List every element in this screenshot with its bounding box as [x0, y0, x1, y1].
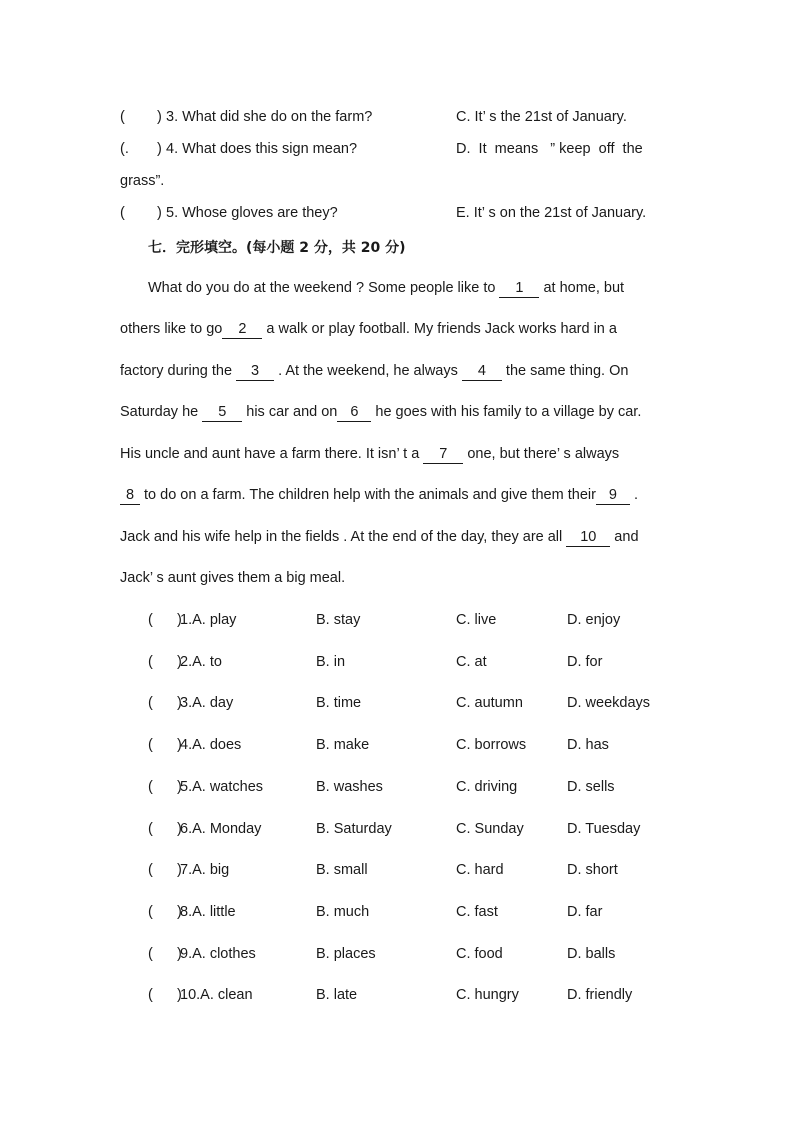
option-a: 3.A. day	[180, 695, 234, 711]
passage-text: a walk or play football. My friends Jack works hard in a	[262, 321, 617, 337]
option-a: 8.A. little	[180, 904, 236, 920]
section-title: 七．完形填空。(每小题 2 分，共 20 分)	[148, 240, 406, 256]
passage-text: .	[629, 487, 638, 503]
option-a: 6.A. Monday	[180, 821, 262, 837]
option-b: B. much	[316, 904, 370, 920]
option-d: D. weekdays	[567, 695, 651, 711]
option-c: C. hard	[456, 862, 504, 878]
option-d: D. has	[567, 737, 609, 753]
option-a: 4.A. does	[180, 737, 242, 753]
passage-line	[120, 569, 675, 587]
option-d: D. Tuesday	[567, 821, 641, 837]
blank-7: 7	[423, 446, 463, 464]
option-a: 5.A. watches	[180, 779, 264, 795]
passage-text: . At the weekend, he always	[274, 363, 462, 379]
answer-parens: ( )	[148, 862, 182, 878]
option-a: 1.A. play	[180, 612, 237, 628]
option-b: B. make	[316, 737, 370, 753]
answer-parens: ( )	[148, 737, 182, 753]
option-b: B. small	[316, 862, 368, 878]
blank-9: 9	[596, 487, 630, 505]
answer-parens: (. )	[120, 141, 162, 157]
option-d: D. friendly	[567, 987, 633, 1003]
passage-text: What do you do at the weekend ? Some people like to	[148, 280, 500, 296]
option-b: B. stay	[316, 612, 361, 628]
option-d: D. for	[567, 654, 603, 670]
blank-5: 5	[202, 404, 242, 422]
passage-line	[120, 486, 675, 505]
option-d: D. far	[567, 904, 603, 920]
answer-option: D. It means ” keep off the	[456, 141, 643, 157]
passage-line	[120, 528, 675, 547]
passage-text: factory during the	[120, 363, 237, 379]
question-text: 3. What did she do on the farm?	[166, 109, 373, 125]
passage-text: and	[610, 529, 639, 545]
passage-text: His uncle and aunt have a farm there. It isn’ t a	[120, 446, 424, 462]
passage-text: Jack and his wife help in the fields . At the end of the day, they are all	[120, 529, 567, 545]
blank-2: 2	[222, 321, 262, 339]
option-b: B. washes	[316, 779, 383, 795]
passage-text: his car and on	[242, 404, 338, 420]
answer-parens: ( )	[120, 109, 162, 125]
answer-parens: ( )	[148, 779, 182, 795]
answer-parens: ( )	[148, 654, 182, 670]
option-d: D. balls	[567, 946, 616, 962]
passage-line	[120, 320, 675, 339]
option-a: 10.A. clean	[180, 987, 253, 1003]
passage-line	[120, 445, 675, 464]
answer-parens: ( )	[148, 987, 182, 1003]
blank-8: 8	[120, 487, 140, 505]
option-c: C. at	[456, 654, 487, 670]
passage-text: Jack’ s aunt gives them a big meal.	[120, 570, 346, 586]
passage-line	[148, 279, 675, 298]
answer-option: C. It’ s the 21st of January.	[456, 109, 627, 125]
passage-text: others like to go	[120, 321, 223, 337]
option-c: C. food	[456, 946, 503, 962]
option-a: 7.A. big	[180, 862, 230, 878]
blank-10: 10	[566, 529, 610, 547]
passage-text: the same thing. On	[501, 363, 629, 379]
option-d: D. sells	[567, 779, 615, 795]
answer-parens: ( )	[148, 904, 182, 920]
option-b: B. Saturday	[316, 821, 392, 837]
answer-option: E. It’ s on the 21st of January.	[456, 205, 647, 221]
answer-option-continued: grass”.	[120, 173, 165, 189]
option-d: D. enjoy	[567, 612, 621, 628]
option-c: C. Sunday	[456, 821, 524, 837]
answer-parens: ( )	[148, 612, 182, 628]
option-b: B. places	[316, 946, 376, 962]
answer-parens: ( )	[148, 821, 182, 837]
passage-text: to do on a farm. The children help with the animals and give them their	[140, 487, 596, 503]
blank-3: 3	[236, 363, 274, 381]
option-a: 9.A. clothes	[180, 946, 256, 962]
passage-line	[120, 362, 675, 381]
option-c: C. live	[456, 612, 497, 628]
answer-parens: ( )	[120, 205, 162, 221]
passage-text: one, but there’ s always	[463, 446, 620, 462]
question-text: 4. What does this sign mean?	[166, 141, 358, 157]
passage-line	[120, 403, 675, 422]
blank-6: 6	[337, 404, 371, 422]
passage-text: at home, but	[539, 280, 625, 296]
blank-4: 4	[462, 363, 502, 381]
answer-parens: ( )	[148, 695, 182, 711]
option-c: C. hungry	[456, 987, 519, 1003]
option-b: B. late	[316, 987, 358, 1003]
option-c: C. borrows	[456, 737, 527, 753]
option-a: 2.A. to	[180, 654, 222, 670]
option-c: C. driving	[456, 779, 518, 795]
option-c: C. autumn	[456, 695, 523, 711]
option-c: C. fast	[456, 904, 498, 920]
answer-parens: ( )	[148, 946, 182, 962]
question-text: 5. Whose gloves are they?	[166, 205, 338, 221]
blank-1: 1	[499, 280, 539, 298]
passage-text: he goes with his family to a village by car.	[371, 404, 642, 420]
option-b: B. in	[316, 654, 346, 670]
option-d: D. short	[567, 862, 618, 878]
passage-text: Saturday he	[120, 404, 203, 420]
option-b: B. time	[316, 695, 362, 711]
